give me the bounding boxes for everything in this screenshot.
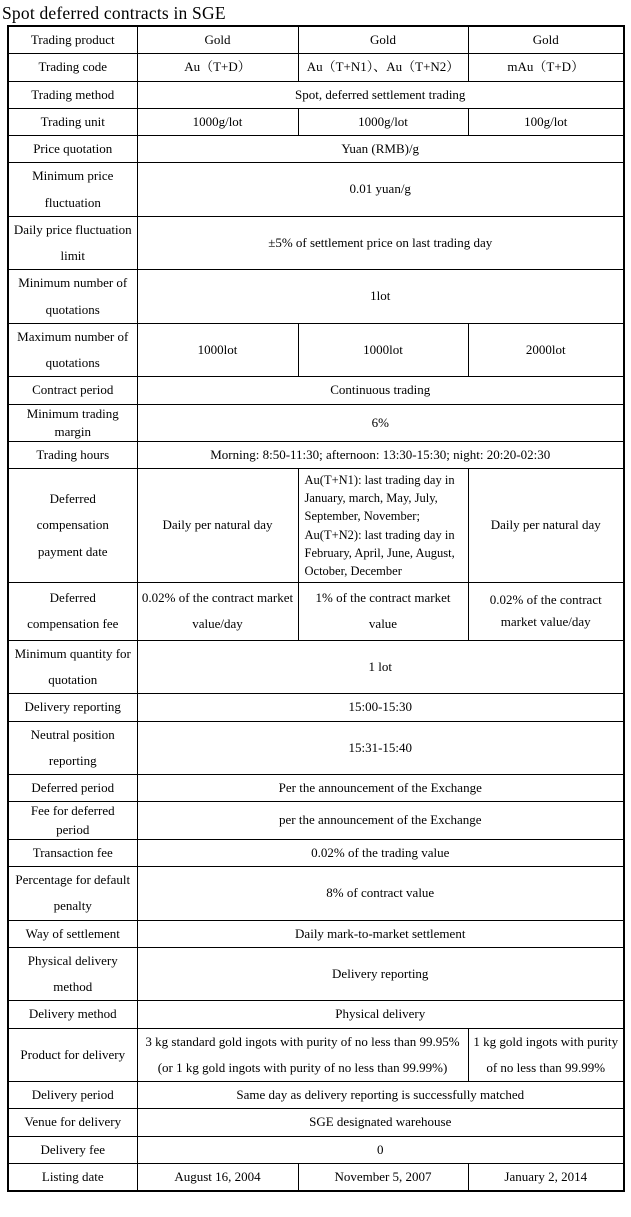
row-label: Product for delivery: [8, 1028, 137, 1082]
table-row: [8, 839, 624, 866]
table-row: [8, 81, 624, 108]
row-value: 1 lot: [137, 640, 624, 694]
row-value: 100g/lot: [468, 108, 624, 135]
row-label: Transaction fee: [8, 839, 137, 866]
row-label: Listing date: [8, 1163, 137, 1191]
table-row: [8, 1163, 624, 1191]
page-title: Spot deferred contracts in SGE: [2, 3, 226, 23]
row-value: 15:00-15:30: [137, 694, 624, 721]
table-row: [8, 1109, 624, 1136]
row-value: Daily per natural day: [468, 469, 624, 583]
row-value: 0.02% of the contract market value/day: [468, 582, 624, 640]
row-value: 15:31-15:40: [137, 721, 624, 775]
table-row: [8, 802, 624, 839]
table-row: [8, 404, 624, 441]
row-value: Spot, deferred settlement trading: [137, 81, 624, 108]
row-value: Gold: [137, 26, 298, 54]
row-value: Au（T+N1）、Au（T+N2）: [298, 54, 468, 81]
row-value: 8% of contract value: [137, 867, 624, 921]
contracts-table-body: [8, 26, 624, 1191]
table-row: [8, 640, 624, 694]
row-value: Daily mark-to-market settlement: [137, 920, 624, 947]
row-value: Daily per natural day: [137, 469, 298, 583]
row-value: Continuous trading: [137, 377, 624, 404]
row-value: 3 kg standard gold ingots with purity of no less than 99.95% (or 1 kg gold ingots with purity of no less than 99.99%): [137, 1028, 468, 1082]
row-value: 6%: [137, 404, 624, 441]
row-label: Deferred compensation payment date: [8, 469, 137, 583]
row-label: Minimum price fluctuation: [8, 163, 137, 217]
row-value: Per the announcement of the Exchange: [137, 775, 624, 802]
table-row: [8, 26, 624, 54]
table-row: [8, 136, 624, 163]
row-label: Delivery reporting: [8, 694, 137, 721]
row-label: Delivery fee: [8, 1136, 137, 1163]
table-row: [8, 469, 624, 583]
table-row: [8, 775, 624, 802]
row-value: Gold: [298, 26, 468, 54]
table-row: [8, 1001, 624, 1028]
row-label: Way of settlement: [8, 920, 137, 947]
row-value: 1 kg gold ingots with purity of no less than 99.99%: [468, 1028, 624, 1082]
row-label: Daily price fluctuation limit: [8, 216, 137, 270]
row-label: Deferred period: [8, 775, 137, 802]
row-value: 1000g/lot: [137, 108, 298, 135]
table-row: [8, 920, 624, 947]
row-value: 1000lot: [298, 323, 468, 377]
table-row: [8, 323, 624, 377]
row-label: Deferred compensation fee: [8, 582, 137, 640]
row-value: August 16, 2004: [137, 1163, 298, 1191]
row-value: 1% of the contract market value: [298, 582, 468, 640]
row-value: 1lot: [137, 270, 624, 324]
row-value: per the announcement of the Exchange: [137, 802, 624, 839]
table-row: [8, 54, 624, 81]
row-label: Price quotation: [8, 136, 137, 163]
table-row: [8, 108, 624, 135]
table-row: [8, 1082, 624, 1109]
table-row: [8, 1136, 624, 1163]
row-label: Physical delivery method: [8, 947, 137, 1001]
row-value: Delivery reporting: [137, 947, 624, 1001]
table-row: [8, 582, 624, 640]
row-label: Trading unit: [8, 108, 137, 135]
row-value: Morning: 8:50-11:30; afternoon: 13:30-15:30; night: 20:20-02:30: [137, 441, 624, 468]
table-row: [8, 867, 624, 921]
row-label: Trading hours: [8, 441, 137, 468]
row-value: 0.01 yuan/g: [137, 163, 624, 217]
row-label: Minimum trading margin: [8, 404, 137, 441]
contracts-table: [7, 25, 625, 1192]
row-value: 0.02% of the trading value: [137, 839, 624, 866]
table-row: [8, 216, 624, 270]
row-value: Yuan (RMB)/g: [137, 136, 624, 163]
row-label: Percentage for default penalty: [8, 867, 137, 921]
row-label: Maximum number of quotations: [8, 323, 137, 377]
row-value: ±5% of settlement price on last trading day: [137, 216, 624, 270]
row-value: Au(T+N1): last trading day in January, march, May, July, September, November; Au(T+N2): last trading day in February, April, June, August, October, December: [298, 469, 468, 583]
row-label: Delivery period: [8, 1082, 137, 1109]
row-value: SGE designated warehouse: [137, 1109, 624, 1136]
table-row: [8, 441, 624, 468]
row-value: 1000g/lot: [298, 108, 468, 135]
row-value: Same day as delivery reporting is successfully matched: [137, 1082, 624, 1109]
row-label: Trading product: [8, 26, 137, 54]
row-label: Minimum number of quotations: [8, 270, 137, 324]
row-value: Au（T+D）: [137, 54, 298, 81]
table-row: [8, 694, 624, 721]
row-value: November 5, 2007: [298, 1163, 468, 1191]
row-label: Contract period: [8, 377, 137, 404]
table-row: [8, 1028, 624, 1082]
row-value: Gold: [468, 26, 624, 54]
table-row: [8, 947, 624, 1001]
row-label: Neutral position reporting: [8, 721, 137, 775]
row-value: January 2, 2014: [468, 1163, 624, 1191]
row-value: 0.02% of the contract market value/day: [137, 582, 298, 640]
table-row: [8, 721, 624, 775]
row-label: Delivery method: [8, 1001, 137, 1028]
table-row: [8, 377, 624, 404]
table-row: [8, 163, 624, 217]
row-label: Minimum quantity for quotation: [8, 640, 137, 694]
row-value: 1000lot: [137, 323, 298, 377]
row-value: Physical delivery: [137, 1001, 624, 1028]
table-row: [8, 270, 624, 324]
row-value: 2000lot: [468, 323, 624, 377]
row-label: Fee for deferred period: [8, 802, 137, 839]
row-label: Venue for delivery: [8, 1109, 137, 1136]
row-label: Trading code: [8, 54, 137, 81]
row-value: mAu（T+D）: [468, 54, 624, 81]
row-label: Trading method: [8, 81, 137, 108]
row-value: 0: [137, 1136, 624, 1163]
